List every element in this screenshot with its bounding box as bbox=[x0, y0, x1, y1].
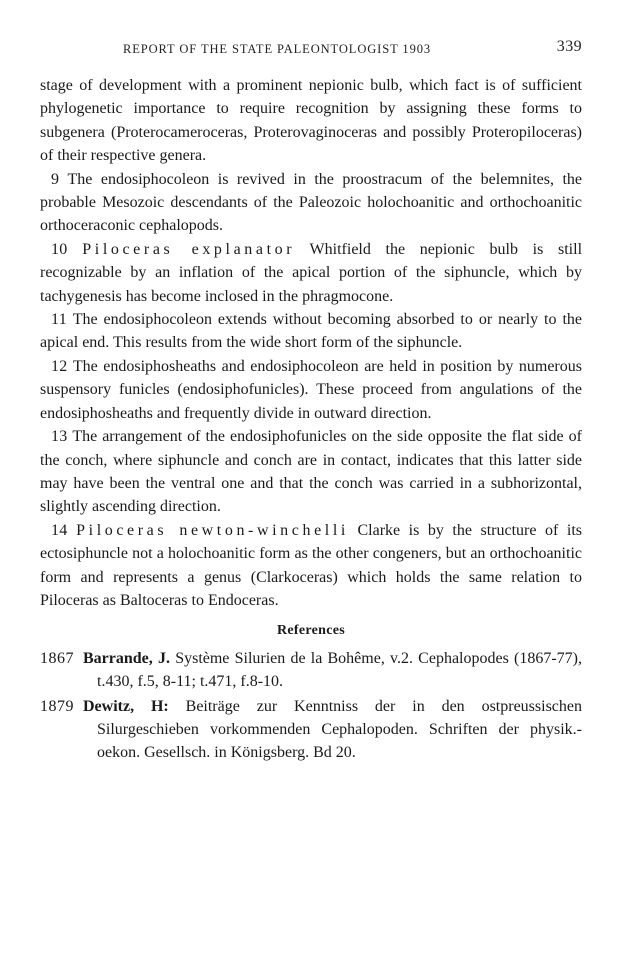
numbered-paragraph-12 bbox=[40, 355, 582, 425]
reference-year: 1879 bbox=[40, 697, 74, 715]
numbered-paragraph-9 bbox=[40, 168, 582, 238]
reference-entry bbox=[40, 695, 582, 765]
species-name: Piloceras newton-winchelli bbox=[76, 521, 349, 539]
reference-text: Beiträge zur Kenntniss der in den ostpreussischen Silurgeschieben vorkommenden Cephalopoden. Schriften der physik.-oekon. Gesellsch. in Königsberg. Bd 20. bbox=[97, 697, 583, 762]
paragraph-continuation bbox=[40, 74, 582, 168]
paragraph-text: The arrangement of the endosiphofunicles on the side opposite the flat side of the conch, where siphuncle and conch are in contact, indicates that this latter side may have been the ventral one and that the conch was carried in a subhorizontal, slightly ascending direction. bbox=[40, 428, 582, 516]
references-heading: References bbox=[276, 623, 346, 639]
reference-author: Barrande, J. bbox=[83, 649, 170, 667]
paragraph-number: 9 bbox=[51, 170, 60, 188]
paragraph-number: 12 bbox=[51, 357, 68, 375]
reference-text: Système Silurien de la Bohême, v.2. Cephalopodes (1867-77), t.430, f.5, 8-11; t.471, f.8-10. bbox=[97, 649, 583, 691]
numbered-paragraph-11 bbox=[40, 308, 582, 355]
numbered-paragraph-14 bbox=[40, 519, 582, 613]
page-number: 339 bbox=[556, 38, 582, 55]
paragraph-number: 14 bbox=[51, 521, 68, 539]
paragraph-text: The endosiphosheaths and endosiphocoleon are held in position by numerous suspensory funicles (endosiphofunicles). These proceed from angulations of the endosiphosheaths and frequently divide in outward direction. bbox=[40, 357, 582, 422]
body-text bbox=[40, 74, 582, 765]
reference-author: Dewitz, H: bbox=[83, 697, 169, 715]
paragraph-number: 11 bbox=[51, 311, 68, 329]
paragraph-number: 10 bbox=[51, 240, 68, 258]
paragraph-text: stage of development with a prominent nepionic bulb, which fact is of sufficient phylogenetic importance to require recognition by assigning these forms to subgenera (Proterocameroceras, Proterovaginoceras and possibly Proteropiloceras) of their respective genera. bbox=[40, 77, 582, 165]
reference-entry bbox=[40, 647, 582, 694]
paragraph-number: 13 bbox=[51, 428, 68, 446]
running-header bbox=[40, 36, 582, 58]
header-title: REPORT OF THE STATE PALEONTOLOGIST 1903 bbox=[123, 42, 432, 56]
paragraph-text: Whitfield the nepionic bulb is still recognizable by an inflation of the apical portion of the siphuncle, which by tachygenesis has become inclosed in the phragmocone. bbox=[40, 240, 583, 305]
reference-year: 1867 bbox=[40, 649, 74, 667]
species-name: Piloceras explanator bbox=[82, 240, 296, 258]
numbered-paragraph-13 bbox=[40, 425, 582, 519]
paragraph-text: The endosiphocoleon extends without becoming absorbed to or nearly to the apical end. This results from the wide short form of the siphuncle. bbox=[40, 311, 583, 352]
paragraph-text: The endosiphocoleon is revived in the proostracum of the belemnites, the probable Mesozoic descendants of the Paleozoic holochoanitic and orthochoanitic orthoceraconic cephalopods. bbox=[40, 170, 582, 235]
paragraph-text: Clarke is by the structure of its ectosiphuncle not a holochoanitic form as the other congeners, but an orthochoanitic form and represents a genus (Clarkoceras) which holds the same relation to Piloceras as Baltoceras to Endoceras. bbox=[40, 521, 583, 609]
numbered-paragraph-10 bbox=[40, 238, 582, 308]
